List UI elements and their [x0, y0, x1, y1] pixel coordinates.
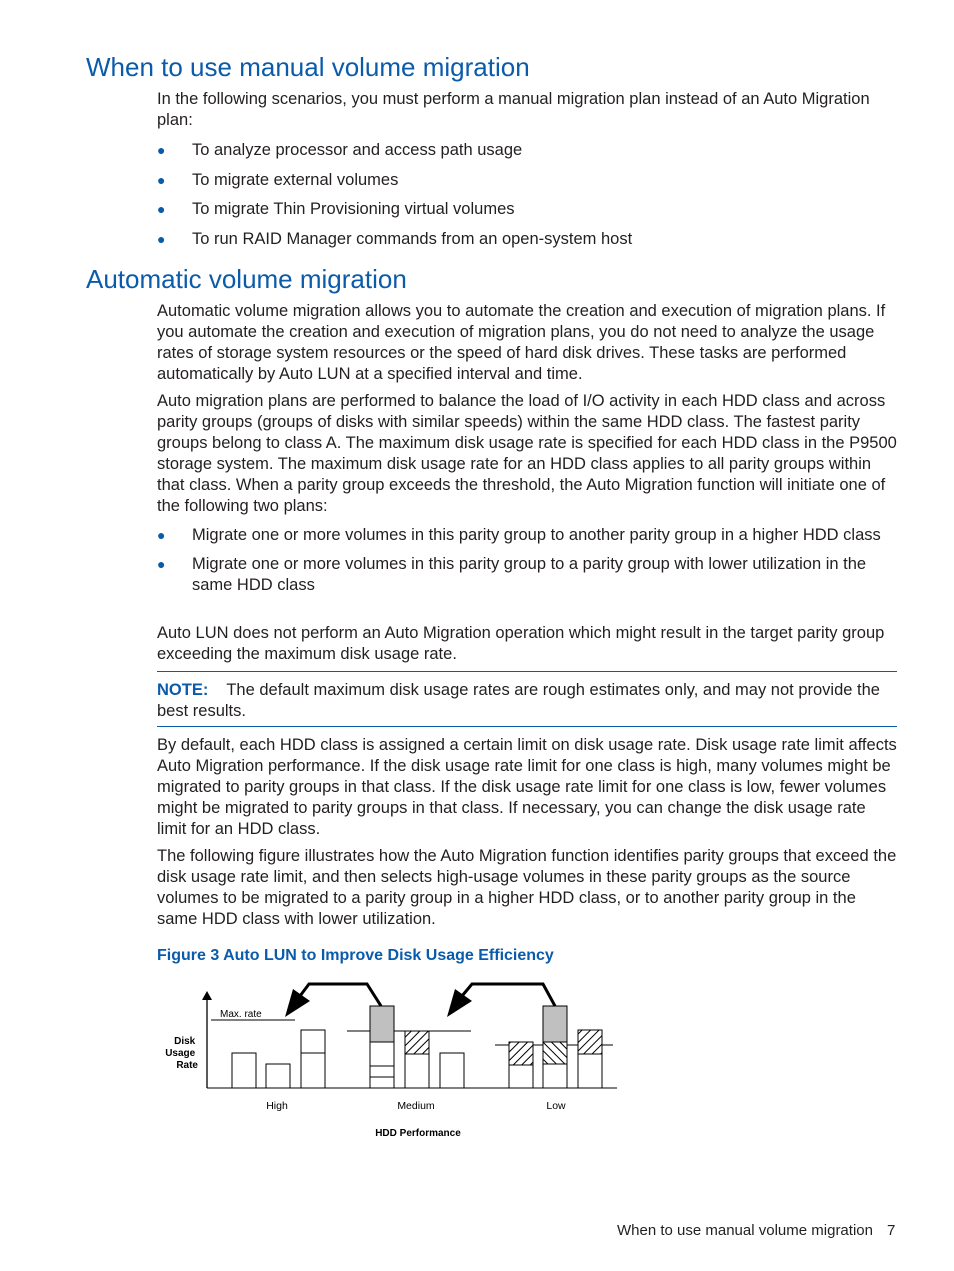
automatic-migration-paragraph-5: The following figure illustrates how the Auto Migration function identifies parity groups that exceed the disk usage rate limit, and then selects high-usage volumes in these parity groups as the source volumes to be migrated to a parity group in a higher HDD class, or to another parity group in the same HDD class with lower utilization. — [157, 847, 897, 928]
note-block — [157, 680, 897, 722]
list-item: ● To migrate external volumes — [157, 170, 399, 189]
medium-class-groups — [370, 1006, 464, 1088]
bullet-icon: ● — [157, 527, 166, 543]
parity-group-bar — [232, 1053, 256, 1088]
parity-group-bar — [543, 1064, 567, 1088]
manual-migration-bullet-list — [157, 140, 897, 250]
parity-group-bar — [440, 1053, 464, 1088]
bullet-icon: ● — [157, 556, 166, 572]
list-item: ● To migrate Thin Provisioning virtual volumes — [157, 200, 515, 218]
y-axis — [202, 991, 212, 1088]
bullet-icon: ● — [157, 171, 166, 188]
section-heading-manual-migration: When to use manual volume migration — [86, 52, 530, 82]
high-class-groups — [232, 1030, 325, 1088]
list-item: ● Migrate one or more volumes in this parity group to a parity group with lower utilization in the same HDD class — [157, 555, 867, 594]
note-text: The default maximum disk usage rates are rough estimates only, and may not provide the best results. — [157, 681, 880, 720]
migrated-volume-block — [578, 1030, 602, 1054]
parity-group-bar — [405, 1054, 429, 1088]
figure-caption: Figure 3 Auto LUN to Improve Disk Usage Efficiency — [157, 947, 554, 964]
automatic-migration-paragraph-1: Automatic volume migration allows you to automate the creation and execution of migration plans. If you automate the creation and execution of migration plans, you do not need to analyze the usage rates of storage system resources or the speed of hard disk drives. These tasks are performed automatically by Auto LUN at a specified interval and time. — [157, 302, 886, 383]
class-label-low: Low — [546, 1100, 566, 1112]
automatic-migration-paragraph-3: Auto LUN does not perform an Auto Migration operation which might result in the target parity group exceeding the maximum disk usage rate. — [157, 624, 885, 663]
source-volume-block — [543, 1006, 567, 1042]
section-heading-automatic-migration: Automatic volume migration — [86, 264, 407, 294]
automatic-migration-paragraph-4: By default, each HDD class is assigned a certain limit on disk usage rate. Disk usage rate limit affects Auto Migration performance. If the disk usage rate limit for one class is high, many volumes might be migrated to parity groups in that class. If the disk usage rate limit for one class is low, fewer volumes might be migrated to parity groups in that class. If necessary, you can change the disk usage rate limit for an HDD class. — [157, 736, 897, 838]
bullet-icon: ● — [157, 142, 166, 158]
migration-arrow-to-high — [285, 984, 381, 1017]
bullet-icon: ● — [157, 230, 166, 247]
list-item: ● To run RAID Manager commands from an open-system host — [157, 229, 633, 248]
note-top-rule — [157, 671, 897, 672]
note-label: NOTE: — [157, 681, 209, 699]
class-label-medium: Medium — [397, 1100, 435, 1112]
migrated-volume-block — [543, 1042, 567, 1064]
max-rate-label: Max. rate — [220, 1009, 262, 1020]
footer-section-title: When to use manual volume migration — [617, 1222, 873, 1239]
auto-lun-diagram — [0, 975, 954, 1165]
note-bottom-rule — [157, 726, 897, 727]
parity-group-bar — [266, 1064, 290, 1088]
automatic-migration-bullet-list — [157, 525, 897, 596]
migrated-volume-block — [405, 1031, 429, 1054]
parity-group-bar — [509, 1065, 533, 1088]
low-class-groups — [509, 1006, 602, 1088]
manual-migration-intro: In the following scenarios, you must perform a manual migration plan instead of an Auto Migration plan: — [157, 90, 870, 129]
class-label-high: High — [266, 1100, 288, 1112]
migration-arrow-within-low — [447, 984, 555, 1017]
parity-group-bar — [578, 1054, 602, 1088]
bullet-icon: ● — [157, 201, 166, 217]
y-axis-label: Disk Usage Rate — [165, 1036, 198, 1071]
migrated-volume-block — [509, 1042, 533, 1065]
parity-group-bar — [301, 1030, 325, 1088]
automatic-migration-paragraph-2: Auto migration plans are performed to balance the load of I/O activity in each HDD class and across parity groups (groups of disks with similar speeds) within the same HDD class. The fastest parity groups belong to class A. The maximum disk usage rate is specified for each HDD class in the P9500 storage system. The maximum disk usage rate for an HDD class applies to all parity groups within that class. When a parity group exceeds the threshold, the Auto Migration function will initiate one of the following two plans: — [157, 392, 897, 515]
list-item: ● To analyze processor and access path usage — [157, 141, 523, 159]
parity-group-bar — [370, 1042, 394, 1088]
footer-page-number: 7 — [887, 1222, 896, 1239]
list-item: ● Migrate one or more volumes in this parity group to another parity group in a higher HDD class — [157, 526, 881, 544]
source-volume-block — [370, 1006, 394, 1042]
x-axis-title: HDD Performance — [375, 1128, 461, 1139]
